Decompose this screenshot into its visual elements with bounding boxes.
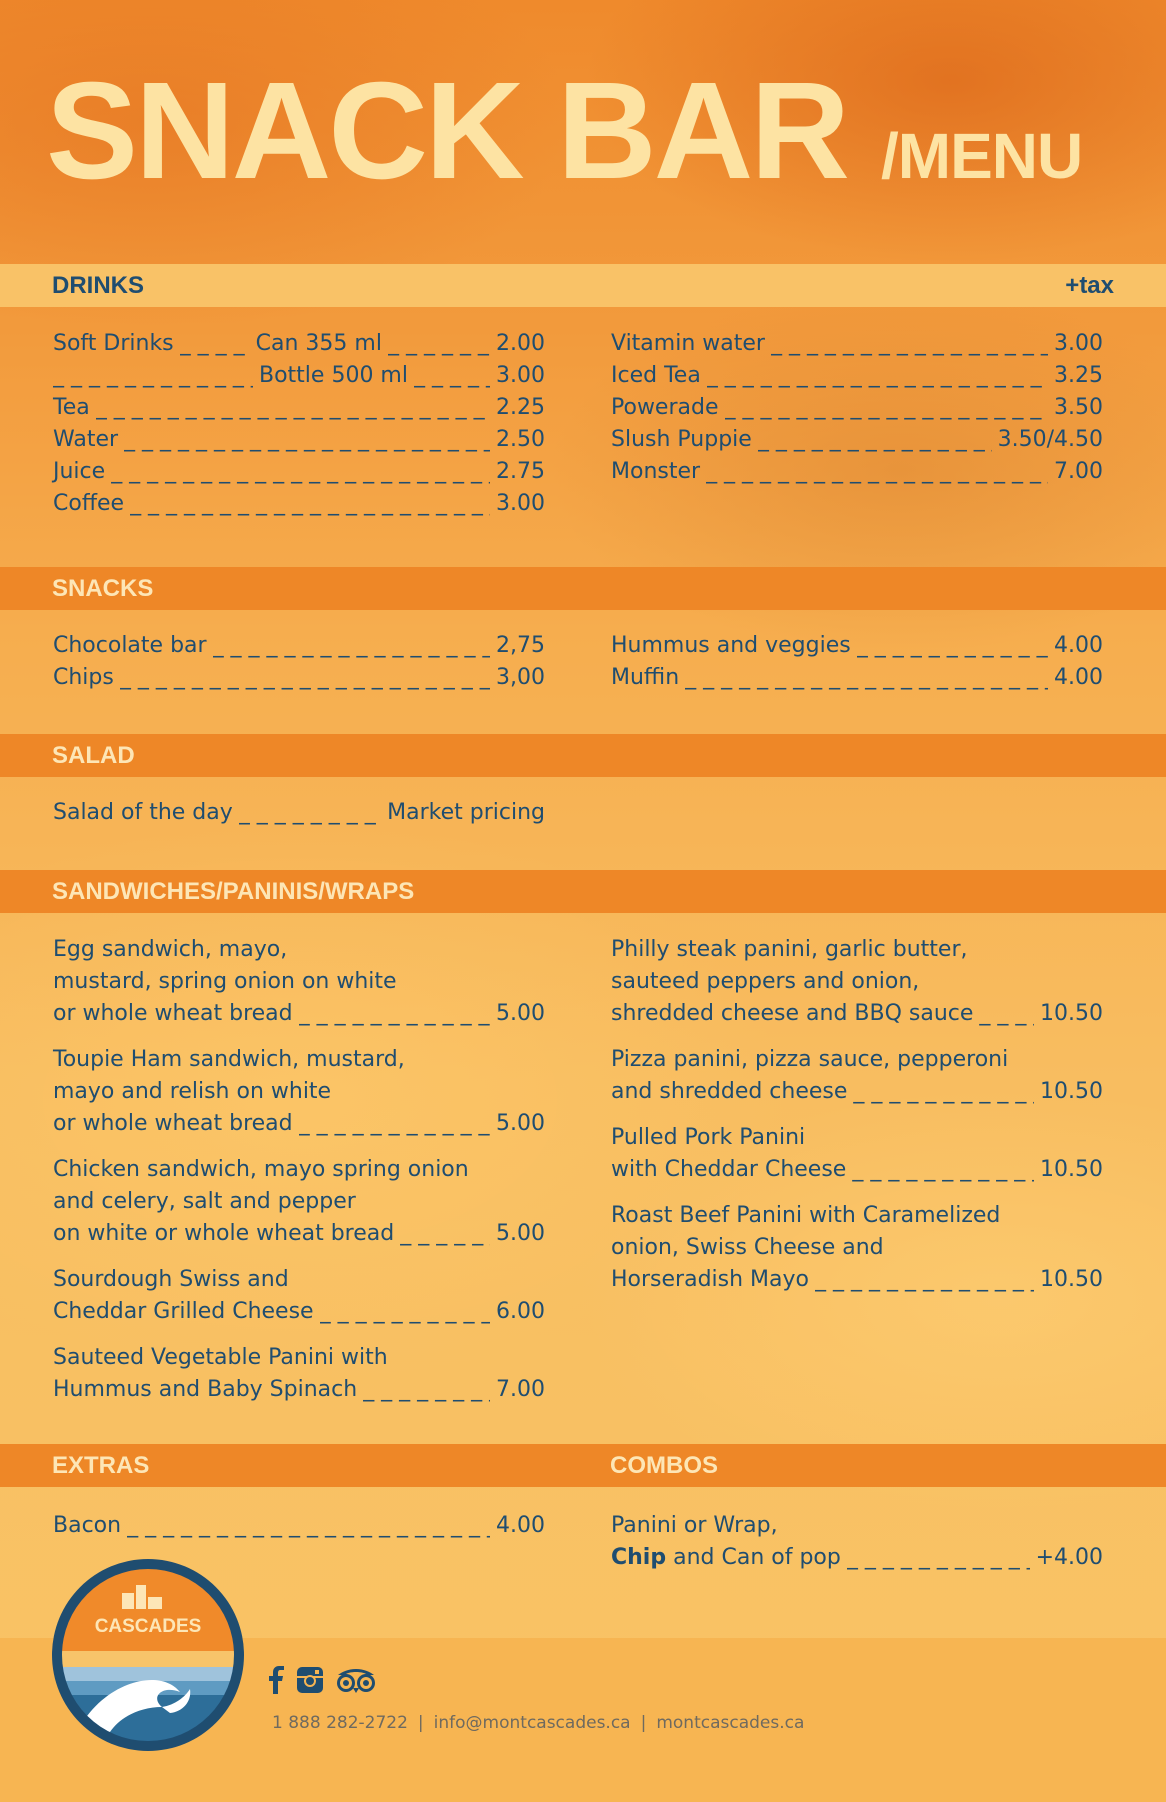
leader-dashes: [847, 1542, 1030, 1574]
item-name: [611, 1542, 841, 1574]
separator: |: [417, 1713, 424, 1733]
item-price: 3.25: [1054, 363, 1103, 388]
drinks-right-column: [611, 328, 1103, 488]
email-link[interactable]: info@montcascades.ca: [433, 1713, 631, 1733]
menu-item: [53, 630, 545, 662]
menu-item: [611, 392, 1103, 424]
leader-dashes: [388, 328, 490, 360]
item-name: Hummus and veggies: [611, 633, 851, 658]
menu-item: [611, 934, 1103, 1030]
snacks-header: [0, 567, 1166, 610]
leader-dashes: [706, 456, 1048, 488]
item-name: or whole wheat bread: [53, 1111, 293, 1136]
title-snack-bar: SNACK BAR: [46, 54, 847, 208]
snacks-right-column: [611, 630, 1103, 694]
menu-item: [53, 797, 545, 829]
combo-line-1: Panini or Wrap,: [611, 1513, 778, 1538]
item-price: Market pricing: [387, 800, 545, 825]
leader-dashes: [725, 392, 1049, 424]
instagram-icon[interactable]: [296, 1666, 324, 1698]
leader-dashes: [130, 488, 490, 520]
combos-column: [611, 1510, 1103, 1574]
item-description: Pulled Pork Panini: [611, 1125, 806, 1150]
item-detail: Can 355 ml: [255, 331, 382, 356]
menu-item: [53, 392, 545, 424]
leader-dashes: [758, 424, 992, 456]
separator: |: [640, 1713, 647, 1733]
salad-heading: SALAD: [52, 741, 135, 769]
item-price: 7.00: [1054, 459, 1103, 484]
menu-item: [53, 456, 545, 488]
combo-rest: and Can of pop: [666, 1545, 841, 1570]
item-price: 6.00: [496, 1299, 545, 1324]
item-price: 3.00: [1054, 331, 1103, 356]
menu-item: [53, 424, 545, 456]
leader-dashes: [299, 1108, 490, 1140]
menu-item: [611, 630, 1103, 662]
item-description: Sauteed Vegetable Panini with: [53, 1345, 388, 1370]
salad-header: [0, 734, 1166, 777]
menu-item: [53, 934, 545, 1030]
item-price: 7.00: [496, 1377, 545, 1402]
item-price: 4.00: [496, 1513, 545, 1538]
item-name: Iced Tea: [611, 363, 701, 388]
leader-dashes: [239, 797, 381, 829]
item-price: 3.00: [496, 363, 545, 388]
item-name: Water: [53, 427, 119, 452]
item-price: 4.00: [1054, 665, 1103, 690]
extras-combos-header: [0, 1444, 1166, 1487]
logo-text: CASCADES: [94, 1616, 202, 1637]
item-name: Horseradish Mayo: [611, 1267, 809, 1292]
leader-dashes: [124, 424, 490, 456]
facebook-icon[interactable]: [268, 1666, 286, 1698]
contact-info: [272, 1713, 804, 1733]
item-name: with Cheddar Cheese: [611, 1157, 847, 1182]
item-price: 3,00: [496, 665, 545, 690]
item-name: Hummus and Baby Spinach: [53, 1377, 358, 1402]
leader-dashes: [414, 360, 490, 392]
item-description: Chicken sandwich, mayo spring onion: [53, 1157, 469, 1182]
combo-bold-word: Chip: [611, 1545, 667, 1570]
leader-dashes: [707, 360, 1048, 392]
website-link[interactable]: montcascades.ca: [656, 1713, 805, 1733]
item-name: and shredded cheese: [611, 1079, 848, 1104]
item-description: Pizza panini, pizza sauce, pepperoni: [611, 1047, 1009, 1072]
leader-dashes: [299, 998, 490, 1030]
sandwiches-left-column: [53, 934, 545, 1420]
menu-item: [611, 1200, 1103, 1296]
sandwiches-header: [0, 870, 1166, 913]
menu-item: [611, 456, 1103, 488]
menu-item: [53, 328, 545, 360]
item-price: 10.50: [1040, 1267, 1103, 1292]
tripadvisor-icon[interactable]: [334, 1666, 378, 1698]
menu-item: [611, 1044, 1103, 1108]
leader-dashes: [979, 998, 1034, 1030]
snacks-left-column: [53, 630, 545, 694]
leader-dashes: [320, 1296, 490, 1328]
leader-dashes: [685, 662, 1048, 694]
item-name: Muffin: [611, 665, 680, 690]
menu-item: [611, 328, 1103, 360]
item-name: Juice: [53, 459, 106, 484]
tax-note: +tax: [1065, 271, 1114, 299]
menu-item: [611, 1542, 1103, 1574]
item-detail: Bottle 500 ml: [259, 363, 408, 388]
menu-item: [53, 1264, 545, 1328]
menu-item: [53, 1154, 545, 1250]
item-price: 2,75: [496, 633, 545, 658]
item-name: Powerade: [611, 395, 719, 420]
leader-dashes: [213, 630, 490, 662]
item-name: Salad of the day: [53, 800, 233, 825]
item-price: 10.50: [1040, 1079, 1103, 1104]
item-description: Roast Beef Panini with Caramelized: [611, 1203, 1001, 1228]
menu-item: [611, 1122, 1103, 1186]
phone-number: 1 888 282-2722: [272, 1713, 408, 1733]
item-description: Toupie Ham sandwich, mustard,: [53, 1047, 405, 1072]
leader-dashes: [53, 360, 253, 392]
item-name: Chips: [53, 665, 114, 690]
sandwiches-right-column: [611, 934, 1103, 1310]
item-name: on white or whole wheat bread: [53, 1221, 395, 1246]
item-name: shredded cheese and BBQ sauce: [611, 1001, 974, 1026]
item-name: Cheddar Grilled Cheese: [53, 1299, 314, 1324]
item-price: 5.00: [496, 1221, 545, 1246]
item-price: +4.00: [1035, 1545, 1103, 1570]
leader-dashes: [96, 392, 490, 424]
item-name: Vitamin water: [611, 331, 765, 356]
item-name: or whole wheat bread: [53, 1001, 293, 1026]
drinks-heading: DRINKS: [52, 271, 145, 299]
item-price: 10.50: [1040, 1001, 1103, 1026]
extras-heading: EXTRAS: [52, 1451, 150, 1479]
item-price: 5.00: [496, 1111, 545, 1136]
leader-dashes: [853, 1076, 1034, 1108]
leader-dashes: [857, 630, 1048, 662]
cascades-logo[interactable]: [50, 1557, 246, 1753]
item-price: 3.50: [1054, 395, 1103, 420]
item-name: Slush Puppie: [611, 427, 752, 452]
menu-item: [611, 662, 1103, 694]
drinks-header: [0, 264, 1166, 307]
leader-dashes: [852, 1154, 1034, 1186]
social-links: [268, 1666, 378, 1698]
leader-dashes: [771, 328, 1048, 360]
item-price: 3.50/4.50: [997, 427, 1103, 452]
item-price: 2.50: [496, 427, 545, 452]
menu-item: [53, 360, 545, 392]
item-description: Sourdough Swiss and: [53, 1267, 289, 1292]
menu-item: [611, 360, 1103, 392]
item-description: Philly steak panini, garlic butter,: [611, 937, 968, 962]
title-menu: /MENU: [881, 120, 1083, 192]
leader-dashes: [180, 328, 250, 360]
item-description: mustard, spring onion on white: [53, 969, 397, 994]
item-description: onion, Swiss Cheese and: [611, 1235, 884, 1260]
item-price: 3.00: [496, 491, 545, 516]
leader-dashes: [120, 662, 490, 694]
item-price: 2.25: [496, 395, 545, 420]
menu-item: [53, 1044, 545, 1140]
item-name: Chocolate bar: [53, 633, 207, 658]
leader-dashes: [363, 1374, 490, 1406]
menu-item: [53, 1342, 545, 1406]
item-name: Bacon: [53, 1513, 122, 1538]
item-name: Soft Drinks: [53, 331, 174, 356]
combos-heading: COMBOS: [610, 1451, 718, 1479]
item-price: 4.00: [1054, 633, 1103, 658]
item-name: Monster: [611, 459, 701, 484]
drinks-left-column: [53, 328, 545, 520]
item-price: 10.50: [1040, 1157, 1103, 1182]
item-price: 2.75: [496, 459, 545, 484]
menu-title: [46, 54, 1083, 208]
item-description: sauteed peppers and onion,: [611, 969, 920, 994]
sandwiches-heading: SANDWICHES/PANINIS/WRAPS: [52, 877, 415, 905]
leader-dashes: [400, 1218, 490, 1250]
menu-item: [53, 1510, 545, 1542]
snacks-heading: SNACKS: [52, 574, 154, 602]
salad-column: [53, 797, 545, 829]
item-description: Egg sandwich, mayo,: [53, 937, 288, 962]
extras-column: [53, 1510, 545, 1542]
leader-dashes: [111, 456, 490, 488]
leader-dashes: [127, 1510, 490, 1542]
item-description: and celery, salt and pepper: [53, 1189, 356, 1214]
menu-item: [53, 662, 545, 694]
leader-dashes: [815, 1264, 1034, 1296]
item-description: mayo and relish on white: [53, 1079, 332, 1104]
menu-item: [611, 424, 1103, 456]
item-name: Tea: [53, 395, 90, 420]
item-price: 5.00: [496, 1001, 545, 1026]
menu-item: [53, 488, 545, 520]
item-name: Coffee: [53, 491, 125, 516]
item-price: 2.00: [496, 331, 545, 356]
